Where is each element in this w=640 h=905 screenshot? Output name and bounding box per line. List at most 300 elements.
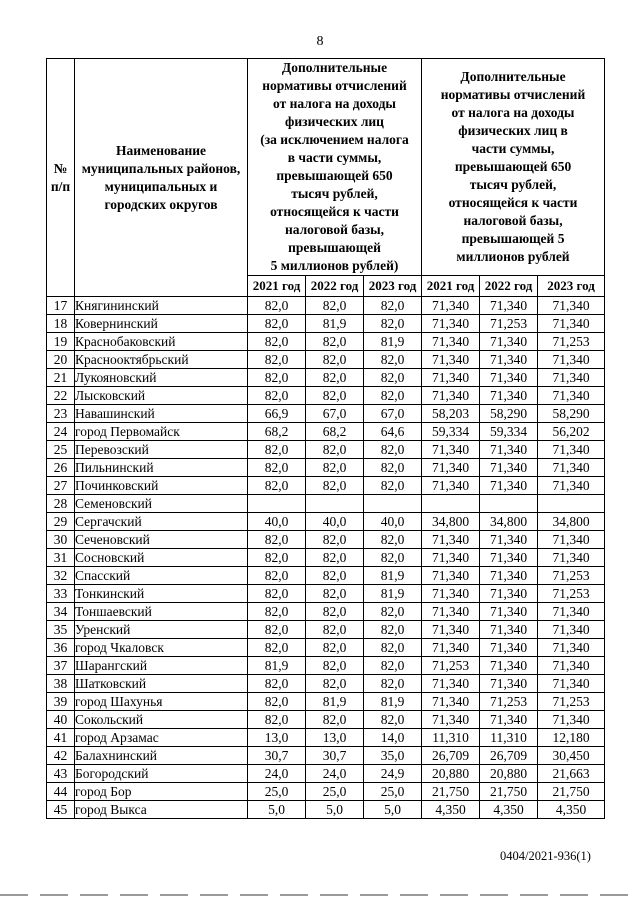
group-header-exceeding-line: превышающей 650 — [454, 159, 572, 174]
table-row — [47, 459, 605, 477]
value-2022-excl: 82,0 — [306, 621, 364, 639]
value-2022-over: 71,340 — [480, 441, 538, 459]
value-2023-over: 71,340 — [538, 315, 605, 333]
value-2023-over: 71,340 — [538, 657, 605, 675]
value-2021-over: 71,340 — [422, 441, 480, 459]
value-2022-over: 71,340 — [480, 567, 538, 585]
value-2022-excl: 40,0 — [306, 513, 364, 531]
value-2022-over: 71,340 — [480, 639, 538, 657]
value-2021-excl: 25,0 — [248, 783, 306, 801]
group-header-exceeding-line: нормативы отчислений — [440, 87, 586, 102]
municipality-name: город Бор — [75, 783, 248, 801]
value-2022-excl: 13,0 — [306, 729, 364, 747]
scan-edge-line — [0, 894, 640, 896]
row-number: 17 — [47, 297, 75, 315]
value-2021-over: 34,800 — [422, 513, 480, 531]
value-2022-excl: 68,2 — [306, 423, 364, 441]
value-2022-excl: 82,0 — [306, 477, 364, 495]
value-2021-over: 71,340 — [422, 693, 480, 711]
table-row — [47, 783, 605, 801]
value-2021-excl: 24,0 — [248, 765, 306, 783]
table-row — [47, 405, 605, 423]
municipality-name: Тонкинский — [75, 585, 248, 603]
value-2022-over: 71,253 — [480, 315, 538, 333]
row-number: 32 — [47, 567, 75, 585]
value-2021-over: 71,340 — [422, 459, 480, 477]
row-number: 43 — [47, 765, 75, 783]
municipality-name: Семеновский — [75, 495, 248, 513]
table-row — [47, 315, 605, 333]
value-2021-excl: 82,0 — [248, 639, 306, 657]
table-row — [47, 585, 605, 603]
column-header-number — [47, 59, 75, 297]
value-2023-over: 71,340 — [538, 549, 605, 567]
value-2022-excl: 81,9 — [306, 693, 364, 711]
value-2023-over: 34,800 — [538, 513, 605, 531]
value-2021-excl: 82,0 — [248, 585, 306, 603]
value-2021-excl: 5,0 — [248, 801, 306, 819]
value-2021-over: 20,880 — [422, 765, 480, 783]
value-2022-excl: 25,0 — [306, 783, 364, 801]
municipality-name: Сосновский — [75, 549, 248, 567]
municipality-name: город Выкса — [75, 801, 248, 819]
value-2023-over: 71,340 — [538, 297, 605, 315]
value-2021-over: 71,340 — [422, 675, 480, 693]
value-2022-over: 71,340 — [480, 459, 538, 477]
value-2021-excl: 82,0 — [248, 675, 306, 693]
value-2023-excl: 82,0 — [364, 675, 422, 693]
municipality-name: Краснооктябрьский — [75, 351, 248, 369]
group-header-exceeding-line: миллионов рублей — [456, 249, 570, 264]
value-2023-excl: 81,9 — [364, 693, 422, 711]
value-2021-over: 4,350 — [422, 801, 480, 819]
municipality-name: Спасский — [75, 567, 248, 585]
row-number: 42 — [47, 747, 75, 765]
value-2021-over: 71,340 — [422, 531, 480, 549]
value-2022-excl: 82,0 — [306, 351, 364, 369]
value-2022-excl: 5,0 — [306, 801, 364, 819]
value-2021-excl: 13,0 — [248, 729, 306, 747]
value-2022-over: 11,310 — [480, 729, 538, 747]
value-2022-excl: 82,0 — [306, 675, 364, 693]
municipality-name: Тоншаевский — [75, 603, 248, 621]
value-2021-over: 59,334 — [422, 423, 480, 441]
value-2022-over: 71,340 — [480, 333, 538, 351]
value-2022-over: 71,340 — [480, 675, 538, 693]
group-header-excluding-line: в части суммы, — [287, 150, 382, 165]
municipality-name: город Шахунья — [75, 693, 248, 711]
value-2023-excl: 82,0 — [364, 441, 422, 459]
table-row — [47, 297, 605, 315]
row-number: 18 — [47, 315, 75, 333]
value-2023-excl: 81,9 — [364, 567, 422, 585]
value-2022-excl: 82,0 — [306, 549, 364, 567]
value-2021-over: 71,340 — [422, 567, 480, 585]
value-2023-over — [538, 495, 605, 513]
value-2023-excl: 82,0 — [364, 315, 422, 333]
value-2021-over: 71,340 — [422, 387, 480, 405]
value-2023-excl: 25,0 — [364, 783, 422, 801]
row-number: 25 — [47, 441, 75, 459]
row-number: 36 — [47, 639, 75, 657]
value-2021-over: 71,340 — [422, 477, 480, 495]
year-header: 2022 год — [306, 276, 364, 297]
value-2021-over: 71,340 — [422, 621, 480, 639]
value-2023-excl: 67,0 — [364, 405, 422, 423]
value-2023-over: 71,340 — [538, 369, 605, 387]
value-2022-excl: 82,0 — [306, 297, 364, 315]
value-2022-over: 34,800 — [480, 513, 538, 531]
group-header-exceeding-line: тысяч рублей, — [469, 177, 557, 192]
value-2022-over: 20,880 — [480, 765, 538, 783]
value-2021-excl: 82,0 — [248, 693, 306, 711]
municipality-name: город Чкаловск — [75, 639, 248, 657]
table-row — [47, 657, 605, 675]
value-2022-excl: 82,0 — [306, 603, 364, 621]
value-2023-excl: 82,0 — [364, 657, 422, 675]
value-2022-excl: 82,0 — [306, 459, 364, 477]
value-2023-over: 71,340 — [538, 477, 605, 495]
table-row — [47, 567, 605, 585]
value-2022-excl: 82,0 — [306, 369, 364, 387]
value-2023-over: 71,340 — [538, 351, 605, 369]
value-2021-excl: 82,0 — [248, 387, 306, 405]
table-row — [47, 729, 605, 747]
municipality-name: Уренский — [75, 621, 248, 639]
value-2022-excl: 82,0 — [306, 639, 364, 657]
table-row — [47, 711, 605, 729]
municipality-name: Перевозский — [75, 441, 248, 459]
value-2023-excl — [364, 495, 422, 513]
municipality-name: Княгининский — [75, 297, 248, 315]
value-2022-over: 71,340 — [480, 477, 538, 495]
column-header-number-label: № п/п — [50, 160, 71, 194]
value-2021-over: 71,340 — [422, 333, 480, 351]
group-header-excluding-line: превышающей — [288, 240, 381, 255]
table-row — [47, 441, 605, 459]
value-2023-excl: 82,0 — [364, 477, 422, 495]
value-2022-excl: 82,0 — [306, 585, 364, 603]
row-number: 45 — [47, 801, 75, 819]
table-row — [47, 801, 605, 819]
value-2023-over: 71,340 — [538, 531, 605, 549]
row-number: 40 — [47, 711, 75, 729]
value-2021-over: 71,340 — [422, 369, 480, 387]
value-2022-excl: 82,0 — [306, 657, 364, 675]
value-2021-excl: 82,0 — [248, 711, 306, 729]
row-number: 37 — [47, 657, 75, 675]
value-2023-excl: 14,0 — [364, 729, 422, 747]
value-2023-over: 71,340 — [538, 711, 605, 729]
column-header-name — [75, 59, 248, 297]
municipality-name: Сергачский — [75, 513, 248, 531]
group-header-exceeding-line: Дополнительные — [460, 69, 566, 84]
table-row — [47, 369, 605, 387]
group-header-exceeding-line: части суммы, — [471, 141, 555, 156]
municipality-name: Шатковский — [75, 675, 248, 693]
row-number: 44 — [47, 783, 75, 801]
value-2022-over: 26,709 — [480, 747, 538, 765]
value-2023-over: 4,350 — [538, 801, 605, 819]
value-2022-over: 71,340 — [480, 387, 538, 405]
value-2022-excl — [306, 495, 364, 513]
value-2023-excl: 24,9 — [364, 765, 422, 783]
value-2021-over: 71,253 — [422, 657, 480, 675]
municipality-name: город Арзамас — [75, 729, 248, 747]
group-header-exceeding-line: относящейся к части — [448, 195, 578, 210]
value-2022-over: 71,340 — [480, 621, 538, 639]
table-row — [47, 621, 605, 639]
group-header-exceeding-line: физических лиц в — [458, 123, 568, 138]
table-row — [47, 639, 605, 657]
value-2021-over: 71,340 — [422, 639, 480, 657]
value-2022-excl: 82,0 — [306, 567, 364, 585]
value-2023-excl: 82,0 — [364, 711, 422, 729]
value-2022-over: 4,350 — [480, 801, 538, 819]
row-number: 27 — [47, 477, 75, 495]
value-2022-excl: 24,0 — [306, 765, 364, 783]
table-row — [47, 351, 605, 369]
row-number: 31 — [47, 549, 75, 567]
group-header-excluding-line: Дополнительные — [281, 60, 388, 75]
municipality-name: Шарангский — [75, 657, 248, 675]
table-row — [47, 423, 605, 441]
row-number: 22 — [47, 387, 75, 405]
value-2023-excl: 81,9 — [364, 333, 422, 351]
value-2021-excl: 82,0 — [248, 297, 306, 315]
year-header: 2023 год — [538, 276, 605, 297]
value-2023-excl: 81,9 — [364, 585, 422, 603]
table-row — [47, 747, 605, 765]
value-2022-over: 71,340 — [480, 711, 538, 729]
value-2021-excl: 68,2 — [248, 423, 306, 441]
value-2023-over: 58,290 — [538, 405, 605, 423]
value-2023-over: 71,340 — [538, 387, 605, 405]
value-2022-over: 71,340 — [480, 297, 538, 315]
group-header-excluding-line: от налога на доходы — [273, 96, 396, 111]
value-2023-excl: 40,0 — [364, 513, 422, 531]
value-2021-excl: 82,0 — [248, 333, 306, 351]
row-number: 24 — [47, 423, 75, 441]
municipality-name: Пильнинский — [75, 459, 248, 477]
value-2022-over: 71,340 — [480, 657, 538, 675]
value-2023-excl: 82,0 — [364, 603, 422, 621]
row-number: 38 — [47, 675, 75, 693]
value-2022-over — [480, 495, 538, 513]
year-header: 2021 год — [248, 276, 306, 297]
group-header-excluding-line: нормативы отчислений — [262, 78, 407, 93]
value-2021-excl — [248, 495, 306, 513]
value-2021-over: 71,340 — [422, 315, 480, 333]
table-row — [47, 765, 605, 783]
row-number: 19 — [47, 333, 75, 351]
value-2023-over: 56,202 — [538, 423, 605, 441]
row-number: 35 — [47, 621, 75, 639]
municipality-name: Лысковский — [75, 387, 248, 405]
value-2023-over: 71,340 — [538, 675, 605, 693]
value-2021-excl: 82,0 — [248, 369, 306, 387]
value-2023-over: 71,340 — [538, 603, 605, 621]
group-header-excluding-line: превышающей 650 — [276, 168, 393, 183]
allocation-table — [46, 58, 605, 819]
value-2022-over: 58,290 — [480, 405, 538, 423]
value-2023-excl: 82,0 — [364, 297, 422, 315]
value-2021-over — [422, 495, 480, 513]
column-header-name-label: Наименование муниципальных районов, муниципальных и городских округов — [81, 142, 241, 212]
table-row — [47, 387, 605, 405]
value-2021-over: 26,709 — [422, 747, 480, 765]
value-2021-excl: 66,9 — [248, 405, 306, 423]
row-number: 20 — [47, 351, 75, 369]
value-2021-excl: 40,0 — [248, 513, 306, 531]
value-2023-over: 21,663 — [538, 765, 605, 783]
group-header-excluding-line: тысяч рублей, — [291, 186, 378, 201]
municipality-name: Навашинский — [75, 405, 248, 423]
row-number: 23 — [47, 405, 75, 423]
row-number: 29 — [47, 513, 75, 531]
value-2023-over: 71,253 — [538, 567, 605, 585]
table-row — [47, 495, 605, 513]
value-2022-excl: 82,0 — [306, 333, 364, 351]
value-2022-excl: 82,0 — [306, 387, 364, 405]
municipality-name: Сеченовский — [75, 531, 248, 549]
value-2023-excl: 82,0 — [364, 459, 422, 477]
value-2023-excl: 82,0 — [364, 351, 422, 369]
value-2021-excl: 82,0 — [248, 549, 306, 567]
value-2023-excl: 82,0 — [364, 639, 422, 657]
value-2021-excl: 82,0 — [248, 567, 306, 585]
year-header: 2021 год — [422, 276, 480, 297]
value-2023-excl: 82,0 — [364, 387, 422, 405]
value-2021-excl: 82,0 — [248, 621, 306, 639]
value-2022-over: 21,750 — [480, 783, 538, 801]
group-header-exceeding-line: налоговой базы, — [463, 213, 563, 228]
value-2022-excl: 81,9 — [306, 315, 364, 333]
value-2023-over: 71,253 — [538, 693, 605, 711]
value-2021-excl: 82,0 — [248, 315, 306, 333]
group-header-exceeding-line: от налога на доходы — [451, 105, 575, 120]
municipality-name: Ковернинский — [75, 315, 248, 333]
value-2021-over: 71,340 — [422, 711, 480, 729]
value-2021-excl: 82,0 — [248, 603, 306, 621]
value-2021-over: 71,340 — [422, 603, 480, 621]
municipality-name: Балахнинский — [75, 747, 248, 765]
row-number: 39 — [47, 693, 75, 711]
value-2023-excl: 82,0 — [364, 621, 422, 639]
value-2022-excl: 82,0 — [306, 531, 364, 549]
value-2022-excl: 67,0 — [306, 405, 364, 423]
group-header-exceeding — [422, 59, 605, 276]
page-number: 8 — [316, 34, 324, 49]
value-2023-over: 71,340 — [538, 441, 605, 459]
table-row — [47, 549, 605, 567]
document-code: 0404/2021-936(1) — [500, 849, 591, 863]
value-2022-over: 71,340 — [480, 351, 538, 369]
municipality-name: Сокольский — [75, 711, 248, 729]
value-2022-excl: 82,0 — [306, 711, 364, 729]
value-2021-over: 58,203 — [422, 405, 480, 423]
group-header-exceeding-line: превышающей 5 — [461, 231, 565, 246]
value-2023-over: 30,450 — [538, 747, 605, 765]
value-2021-excl: 82,0 — [248, 441, 306, 459]
value-2023-excl: 82,0 — [364, 531, 422, 549]
value-2021-excl: 30,7 — [248, 747, 306, 765]
value-2021-over: 71,340 — [422, 549, 480, 567]
table-row — [47, 693, 605, 711]
row-number: 26 — [47, 459, 75, 477]
value-2023-over: 12,180 — [538, 729, 605, 747]
group-header-excluding — [248, 59, 422, 276]
value-2021-over: 71,340 — [422, 297, 480, 315]
value-2023-over: 71,340 — [538, 639, 605, 657]
value-2021-over: 21,750 — [422, 783, 480, 801]
value-2023-over: 71,253 — [538, 585, 605, 603]
municipality-name: город Первомайск — [75, 423, 248, 441]
value-2022-excl: 30,7 — [306, 747, 364, 765]
value-2021-over: 11,310 — [422, 729, 480, 747]
value-2023-excl: 82,0 — [364, 549, 422, 567]
value-2021-excl: 81,9 — [248, 657, 306, 675]
year-header: 2023 год — [364, 276, 422, 297]
value-2022-over: 71,340 — [480, 549, 538, 567]
value-2023-excl: 64,6 — [364, 423, 422, 441]
row-number: 34 — [47, 603, 75, 621]
value-2021-over: 71,340 — [422, 351, 480, 369]
group-header-excluding-line: физических лиц — [285, 114, 384, 129]
value-2022-over: 59,334 — [480, 423, 538, 441]
value-2023-over: 71,340 — [538, 459, 605, 477]
value-2022-over: 71,253 — [480, 693, 538, 711]
value-2022-over: 71,340 — [480, 531, 538, 549]
municipality-name: Починковский — [75, 477, 248, 495]
municipality-name: Лукояновский — [75, 369, 248, 387]
value-2021-excl: 82,0 — [248, 351, 306, 369]
table-body — [47, 297, 605, 819]
table-row — [47, 513, 605, 531]
value-2023-excl: 5,0 — [364, 801, 422, 819]
value-2022-over: 71,340 — [480, 369, 538, 387]
table-row — [47, 333, 605, 351]
value-2021-over: 71,340 — [422, 585, 480, 603]
table-row — [47, 675, 605, 693]
row-number: 30 — [47, 531, 75, 549]
year-header: 2022 год — [480, 276, 538, 297]
row-number: 21 — [47, 369, 75, 387]
value-2021-excl: 82,0 — [248, 477, 306, 495]
value-2021-excl: 82,0 — [248, 459, 306, 477]
table-row — [47, 603, 605, 621]
municipality-name: Богородский — [75, 765, 248, 783]
group-header-excluding-line: (за исключением налога — [260, 132, 409, 147]
value-2023-over: 71,253 — [538, 333, 605, 351]
group-header-excluding-line: налоговой базы, — [284, 222, 385, 237]
table-row — [47, 531, 605, 549]
value-2022-over: 71,340 — [480, 585, 538, 603]
value-2022-excl: 82,0 — [306, 441, 364, 459]
value-2023-excl: 35,0 — [364, 747, 422, 765]
value-2023-over: 21,750 — [538, 783, 605, 801]
group-header-excluding-line: 5 миллионов рублей) — [270, 258, 399, 273]
row-number: 28 — [47, 495, 75, 513]
row-number: 41 — [47, 729, 75, 747]
row-number: 33 — [47, 585, 75, 603]
municipality-name: Краснобаковский — [75, 333, 248, 351]
value-2021-excl: 82,0 — [248, 531, 306, 549]
value-2023-over: 71,340 — [538, 621, 605, 639]
group-header-excluding-line: относящейся к части — [270, 204, 399, 219]
value-2023-excl: 82,0 — [364, 369, 422, 387]
table-row — [47, 477, 605, 495]
